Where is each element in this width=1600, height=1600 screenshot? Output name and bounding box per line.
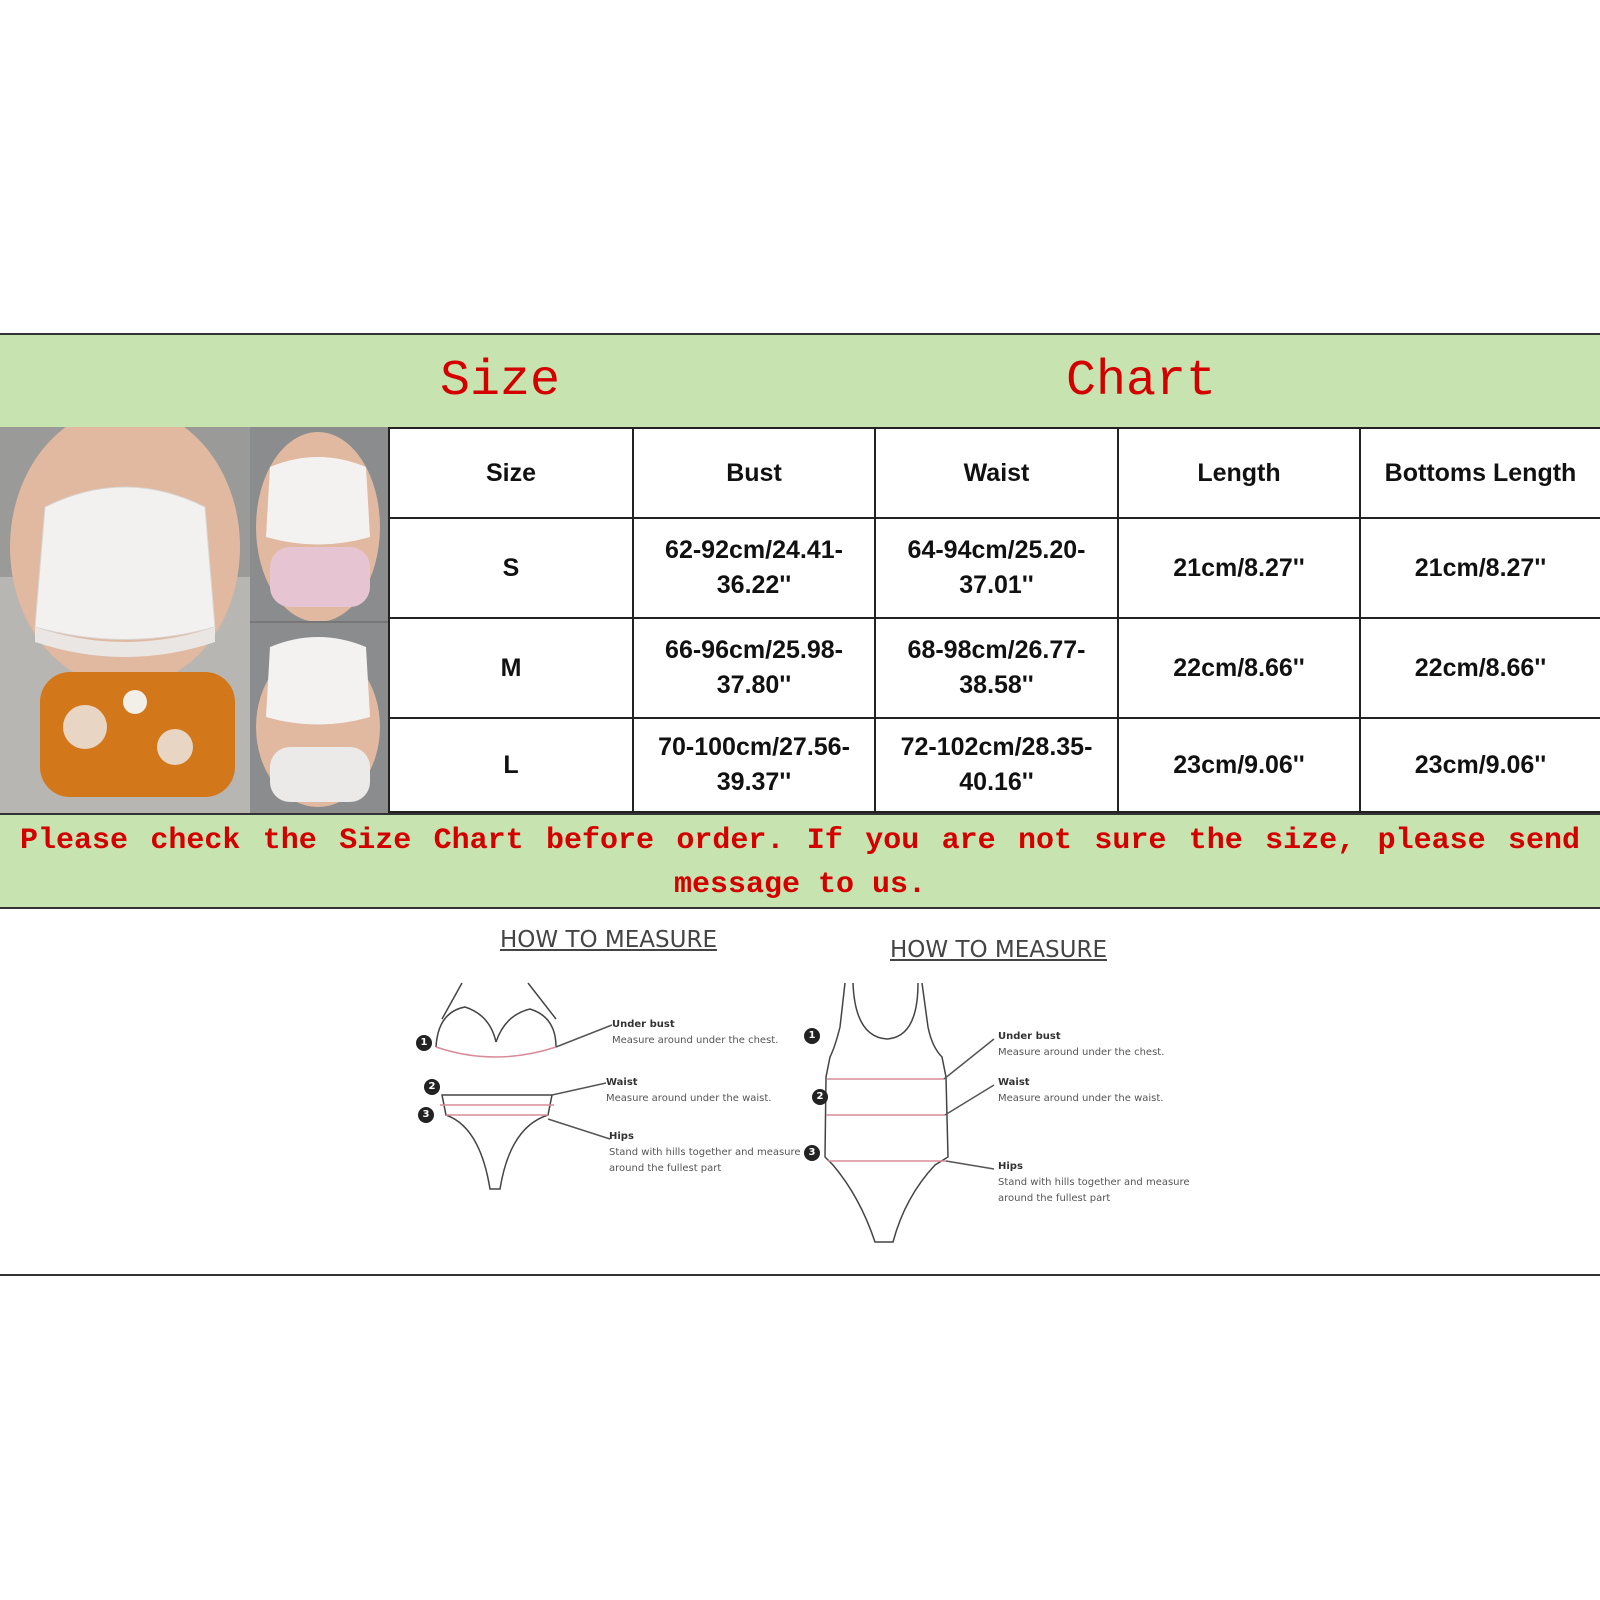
cell-size: M [389,618,633,718]
size-chart-section [0,427,1600,813]
header-length: Length [1118,428,1360,518]
table-row [389,518,1600,618]
size-table [388,427,1600,813]
cell-waist: 64-94cm/25.20- 37.01'' [875,518,1118,618]
product-photo [0,427,388,813]
cell-length: 21cm/8.27'' [1118,518,1360,618]
table-row [389,718,1600,812]
cell-waist: 68-98cm/26.77- 38.58'' [875,618,1118,718]
right-note-under-bust: Under bust Measure around under the chest. [998,1031,1165,1058]
header-waist: Waist [875,428,1118,518]
table-header-row [389,428,1600,518]
marker-2-icon: 2 [812,1089,828,1105]
title-chart-word: Chart [1066,353,1217,410]
title-size-word: Size [440,353,561,410]
marker-3-icon: 3 [418,1107,434,1123]
cell-bust: 70-100cm/27.56- 39.37'' [633,718,875,812]
right-note-waist: Waist Measure around under the waist. [998,1077,1164,1104]
cell-length: 22cm/8.66'' [1118,618,1360,718]
cell-bottoms-length: 22cm/8.66'' [1360,618,1600,718]
cell-size: S [389,518,633,618]
cell-bottoms-length: 23cm/9.06'' [1360,718,1600,812]
marker-3-icon: 3 [804,1145,820,1161]
cell-bust: 66-96cm/25.98- 37.80'' [633,618,875,718]
product-photo-illustration [0,427,388,813]
title-banner [0,333,1600,429]
how-to-measure-section [0,907,1600,1276]
table-row [389,618,1600,718]
cell-length: 23cm/9.06'' [1118,718,1360,812]
bodysuit-diagram [825,983,994,1242]
right-note-hips: Hips Stand with hills together and measure around the fullest part [998,1161,1190,1204]
notice-text: Please check the Size Chart before order. If you are not sure the size, please send message to us. [20,824,1580,902]
cell-waist: 72-102cm/28.35- 40.16'' [875,718,1118,812]
measure-diagrams [0,907,1600,1274]
measure-title-right: HOW TO MEASURE [890,937,1107,963]
header-bust: Bust [633,428,875,518]
left-note-hips: Hips Stand with hills together and measure around the fullest part [609,1131,801,1174]
header-bottoms-length: Bottoms Length [1360,428,1600,518]
bikini-diagram [436,983,612,1189]
marker-1-icon: 1 [804,1028,820,1044]
header-size: Size [389,428,633,518]
notice-banner [0,813,1600,909]
cell-bottoms-length: 21cm/8.27'' [1360,518,1600,618]
marker-1-icon: 1 [416,1035,432,1051]
cell-bust: 62-92cm/24.41- 36.22'' [633,518,875,618]
cell-size: L [389,718,633,812]
measure-title-left: HOW TO MEASURE [500,927,717,953]
marker-2-icon: 2 [424,1079,440,1095]
left-note-waist: Waist Measure around under the waist. [606,1077,772,1104]
left-note-under-bust: Under bust Measure around under the chest. [612,1019,779,1046]
